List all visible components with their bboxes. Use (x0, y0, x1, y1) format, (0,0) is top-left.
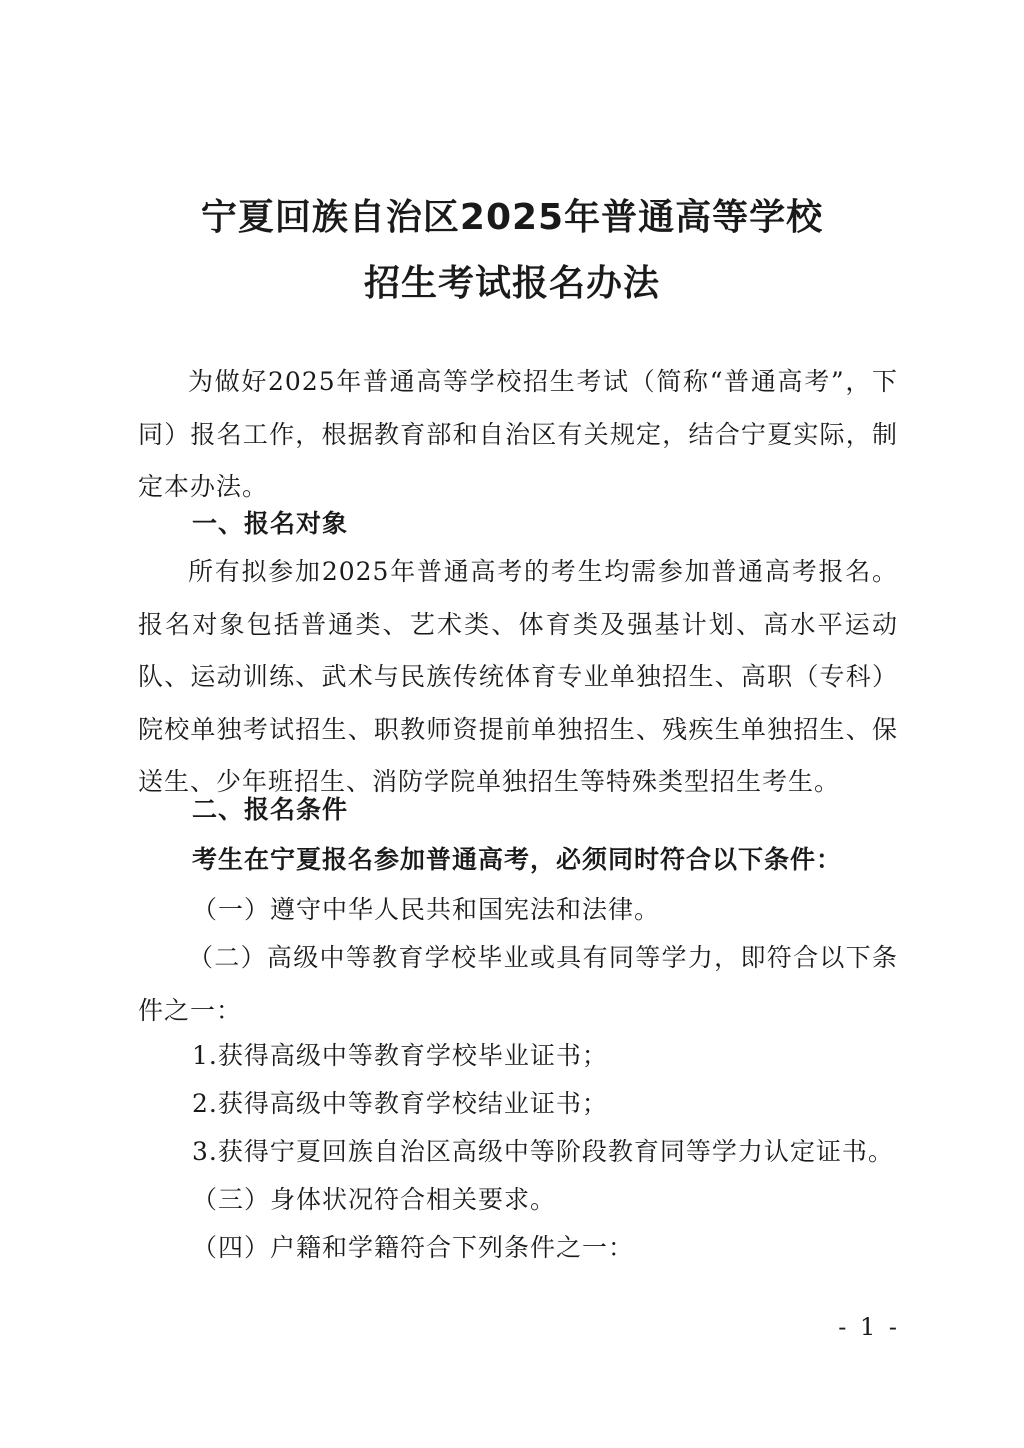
page-number: - 1 - (838, 1313, 900, 1341)
condition-2-item-1: 1.获得高级中等教育学校毕业证书； (192, 1041, 608, 1070)
document-title-line1: 宁夏回族自治区2025年普通高等学校 (200, 197, 824, 238)
condition-2-item-3: 3.获得宁夏回族自治区高级中等阶段教育同等学力认定证书。 (192, 1137, 894, 1166)
intro-paragraph: 为做好2025年普通高等学校招生考试（简称“普通高考”，下同）报名工作，根据教育部和自治区有关规定，结合宁夏实际，制定本办法。 (138, 367, 898, 501)
condition-1: （一）遵守中华人民共和国宪法和法律。 (192, 895, 661, 924)
section2-lead: 考生在宁夏报名参加普通高考，必须同时符合以下条件： (192, 845, 843, 874)
condition-2-item-2: 2.获得高级中等教育学校结业证书； (192, 1089, 608, 1118)
section1-heading: 一、报名对象 (192, 509, 349, 538)
condition-4: （四）户籍和学籍符合下列条件之一： (192, 1233, 635, 1262)
condition-2: （二）高级中等教育学校毕业或具有同等学力，即符合以下条件之一： (138, 943, 898, 1025)
condition-3: （三）身体状况符合相关要求。 (192, 1185, 557, 1214)
section2-heading: 二、报名条件 (192, 795, 349, 824)
section1-body: 所有拟参加2025年普通高考的考生均需参加普通高考报名。报名对象包括普通类、艺术类、体育类及强基计划、高水平运动队、运动训练、武术与民族传统体育专业单独招生、高职（专科）院校单独考试招生、职教师资提前单独招生、残疾生单独招生、保送生、少年班招生、消防学院单独招生等特殊类型招生考生。 (138, 557, 898, 796)
document-title-line2: 招生考试报名办法 (363, 263, 660, 304)
